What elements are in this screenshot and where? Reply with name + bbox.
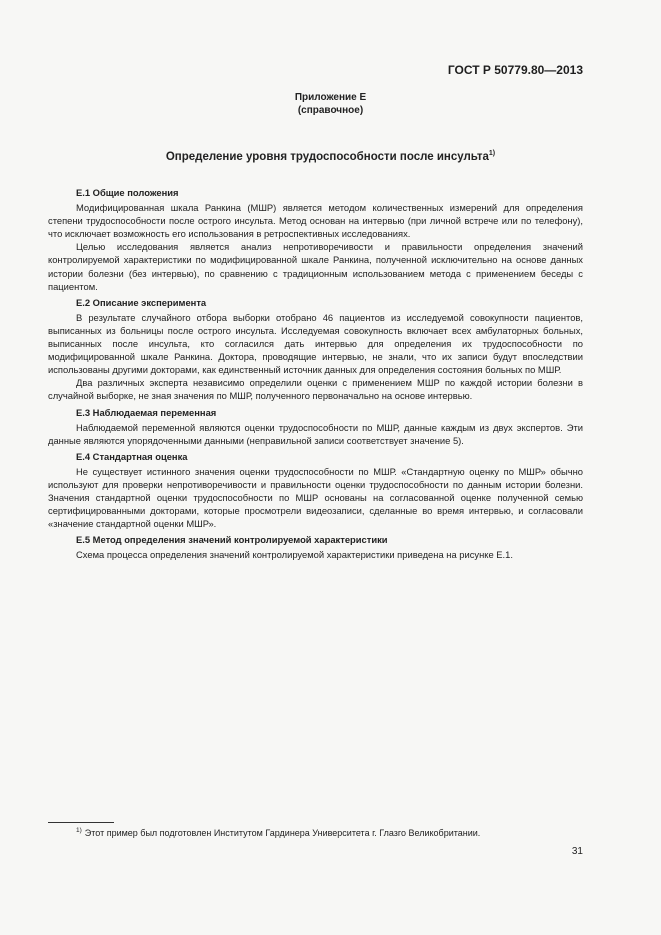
title-footnote-mark: 1) bbox=[488, 150, 496, 157]
section-e3 bbox=[48, 406, 583, 447]
annex-title: Приложение Е bbox=[294, 92, 367, 103]
page-title bbox=[48, 150, 613, 163]
paragraph: В результате случайного отбора выборки отобрано 46 пациентов из исследуемой совокупности пациентов, выписанных из больницы после острого инсульта. Исследуемая совокупность включает всех амбулаторных больных, выписанных после инсульта, кто согласился дать интервью для определения их трудоспособности по модифицированной шкале Ранкина. Доктора, проводящие интервью, не знали, что их записи будут впоследствии использованы другими докторами, как единственный источник данных для определения состояния больных по МШР. bbox=[48, 311, 583, 376]
document-body bbox=[48, 183, 583, 565]
paragraph: Схема процесса определения значений контролируемой характеристики приведена на рисунке Е.1. bbox=[76, 549, 513, 561]
section-heading: Е.5 Метод определения значений контролируемой характеристики bbox=[76, 534, 388, 546]
page-title-text: Определение уровня трудоспособности после инсульта bbox=[165, 151, 489, 163]
section-e2 bbox=[48, 296, 583, 403]
section-e1 bbox=[48, 186, 583, 293]
annex-heading bbox=[0, 91, 661, 117]
standard-number: ГОСТ Р 50779.80—2013 bbox=[447, 63, 583, 77]
section-e5 bbox=[48, 533, 583, 561]
paragraph: Наблюдаемой переменной являются оценки трудоспособности по МШР, данные каждым из двух экспертов. Эти данные являются упорядоченными данными (неправильной записи соответствует значение 5). bbox=[48, 421, 583, 446]
section-heading: Е.3 Наблюдаемая переменная bbox=[76, 406, 217, 418]
paragraph: Не существует истинного значения оценки трудоспособности по МШР. «Стандартную оценку по МШР» обычно используют для проверки непротиворечивости и правильности оценки трудоспособности по данным истории болезни. Значения стандартной оценки трудоспособности по МШР основаны на согласованной оценке полученной семью сертифицированными докторами, которые просмотрели видеозаписи, сделанные во время интервью, и согласовали «значение стандартной оценки МШР». bbox=[48, 465, 583, 530]
section-heading: Е.1 Общие положения bbox=[76, 187, 179, 198]
footnote-divider bbox=[48, 822, 114, 823]
footnote-text: Этот пример был подготовлен Институтом Гардинера Университета г. Глазго Великобритании. bbox=[84, 828, 481, 838]
footnote bbox=[76, 827, 480, 838]
section-heading: Е.4 Стандартная оценка bbox=[76, 450, 188, 462]
paragraph: Целью исследования является анализ непротиворечивости и правильности определения значений контролируемой характеристики по модифицированной шкале Ранкина, полученной исключительно на основе данных истории болезни (без интервью), по сравнению с традиционным использованием метода с применением беседы с пациентом. bbox=[48, 241, 583, 292]
footnote-mark: 1) bbox=[76, 827, 82, 834]
paragraph: Два различных эксперта независимо определили оценки с применением МШР по каждой истории болезни в случайной выборке, не зная значения по МШР, полученного первоначально на основе интервью. bbox=[48, 377, 583, 402]
section-e4 bbox=[48, 450, 583, 531]
paragraph: Модифицированная шкала Ранкина (МШР) является методом количественных измерений для определения степени трудоспособности после острого инсульта. Метод основан на интервью (при личной встрече или по телефону), что исключает возможность его использования в ретроспективных исследованиях. bbox=[48, 202, 583, 240]
section-heading: Е.2 Описание эксперимента bbox=[76, 296, 207, 308]
page-number: 31 bbox=[571, 846, 583, 857]
annex-subtitle: (справочное) bbox=[297, 105, 364, 116]
